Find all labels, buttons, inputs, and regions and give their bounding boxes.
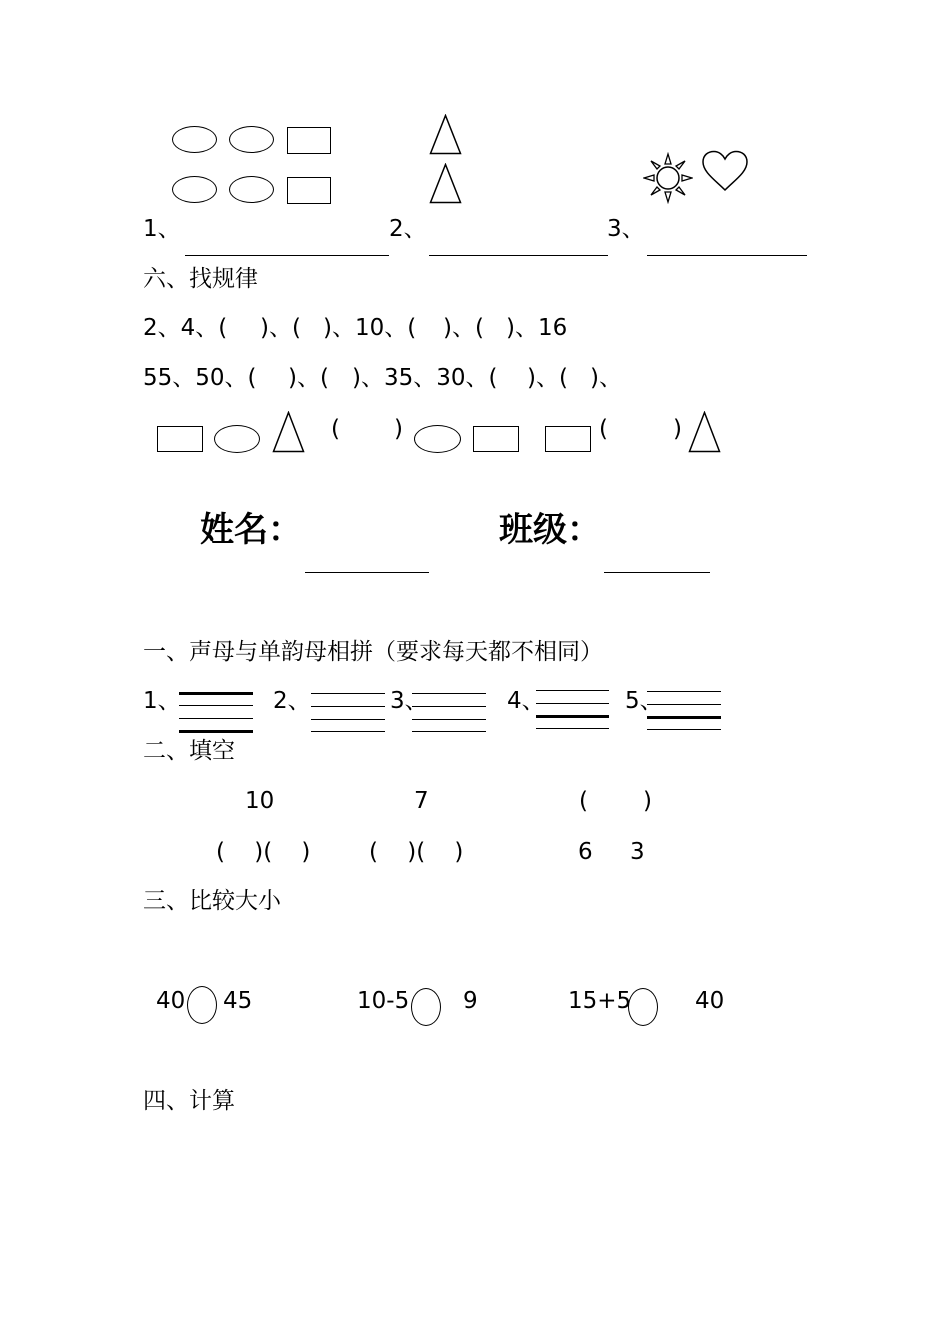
- writing-line: [179, 705, 253, 706]
- name-input-line[interactable]: [305, 572, 429, 573]
- oval-shape: [414, 425, 461, 453]
- triangle-shape: [429, 163, 462, 204]
- writing-line: [536, 703, 609, 704]
- triangle-shape: [272, 411, 305, 453]
- blank-paren-open: (: [331, 416, 340, 442]
- rectangle-shape: [157, 426, 203, 452]
- writing-line: [412, 719, 486, 720]
- answer-label-2: 2、: [389, 216, 427, 242]
- blank-paren-close: ): [394, 416, 403, 442]
- class-label: 班级：: [499, 510, 601, 550]
- compare-left: 15+5: [568, 988, 632, 1014]
- compare-left: 40: [156, 988, 186, 1014]
- oval-shape: [172, 126, 217, 153]
- writing-line: [311, 731, 385, 732]
- item-label: 3、: [390, 688, 428, 714]
- answer-line-1[interactable]: [185, 255, 389, 256]
- item-label: 4、: [507, 688, 545, 714]
- writing-line: [647, 716, 721, 719]
- sequence-text: )、10、(: [323, 315, 417, 341]
- writing-line: [311, 719, 385, 720]
- compare-circle[interactable]: [628, 988, 658, 1026]
- section-four-title: 四、计算: [143, 1088, 235, 1114]
- answer-line-3[interactable]: [647, 255, 807, 256]
- compare-circle[interactable]: [411, 988, 441, 1026]
- compare-right: 40: [695, 988, 725, 1014]
- writing-line: [647, 704, 721, 705]
- triangle-shape: [688, 411, 721, 453]
- number-7: 7: [414, 788, 429, 814]
- blank-paren-open: (: [599, 416, 608, 442]
- item-label: 5、: [625, 688, 663, 714]
- sequence-text: )、: [590, 365, 622, 391]
- triangle-shape: [429, 114, 462, 155]
- blank-paren-close: ): [673, 416, 682, 442]
- section-two-title: 二、填空: [143, 738, 235, 764]
- sequence-text: )、16: [506, 315, 568, 341]
- sequence-text: 2、4、(: [143, 315, 228, 341]
- heart-icon: [701, 150, 749, 192]
- compare-right: 45: [223, 988, 253, 1014]
- oval-shape: [172, 176, 217, 203]
- writing-line: [179, 692, 253, 695]
- writing-line: [536, 728, 609, 729]
- writing-line: [412, 706, 486, 707]
- answer-line-2[interactable]: [429, 255, 608, 256]
- compare-circle[interactable]: [187, 986, 217, 1024]
- rectangle-shape: [545, 426, 591, 452]
- writing-line: [412, 731, 486, 732]
- sequence-text: 55、50、(: [143, 365, 257, 391]
- sun-icon: [643, 152, 693, 204]
- sequence-text: )、(: [527, 365, 568, 391]
- oval-shape: [229, 126, 274, 153]
- sequence-text: )、(: [288, 365, 329, 391]
- writing-line: [311, 693, 385, 694]
- writing-line: [311, 706, 385, 707]
- writing-line: [412, 693, 486, 694]
- writing-line: [179, 718, 253, 719]
- compare-right: 9: [463, 988, 478, 1014]
- sequence-text: )、(: [260, 315, 301, 341]
- item-label: 1、: [143, 688, 181, 714]
- oval-shape: [214, 425, 260, 453]
- section-three-title: 三、比较大小: [143, 888, 281, 914]
- blank-paren-open[interactable]: (: [579, 788, 588, 814]
- blank-pair-2[interactable]: ( )( ): [369, 839, 464, 865]
- name-label: 姓名：: [200, 510, 302, 550]
- answer-label-1: 1、: [143, 216, 181, 242]
- rectangle-shape: [287, 177, 331, 204]
- writing-line: [179, 730, 253, 733]
- oval-shape: [229, 176, 274, 203]
- writing-line: [647, 691, 721, 692]
- rectangle-shape: [287, 127, 331, 154]
- writing-line: [647, 729, 721, 730]
- compare-left: 10-5: [357, 988, 410, 1014]
- section-six-title: 六、找规律: [143, 266, 258, 292]
- number-6: 6: [578, 839, 593, 865]
- sequence-text: )、35、30、(: [352, 365, 498, 391]
- item-label: 2、: [273, 688, 311, 714]
- blank-paren-close[interactable]: ): [643, 788, 652, 814]
- number-3: 3: [630, 839, 645, 865]
- number-10: 10: [245, 788, 275, 814]
- rectangle-shape: [473, 426, 519, 452]
- writing-line: [536, 690, 609, 691]
- answer-label-3: 3、: [607, 216, 645, 242]
- class-input-line[interactable]: [604, 572, 710, 573]
- section-one-title: 一、声母与单韵母相拼（要求每天都不相同）: [143, 639, 603, 665]
- sequence-text: )、(: [443, 315, 484, 341]
- blank-pair-1[interactable]: ( )( ): [216, 839, 311, 865]
- writing-line: [536, 715, 609, 718]
